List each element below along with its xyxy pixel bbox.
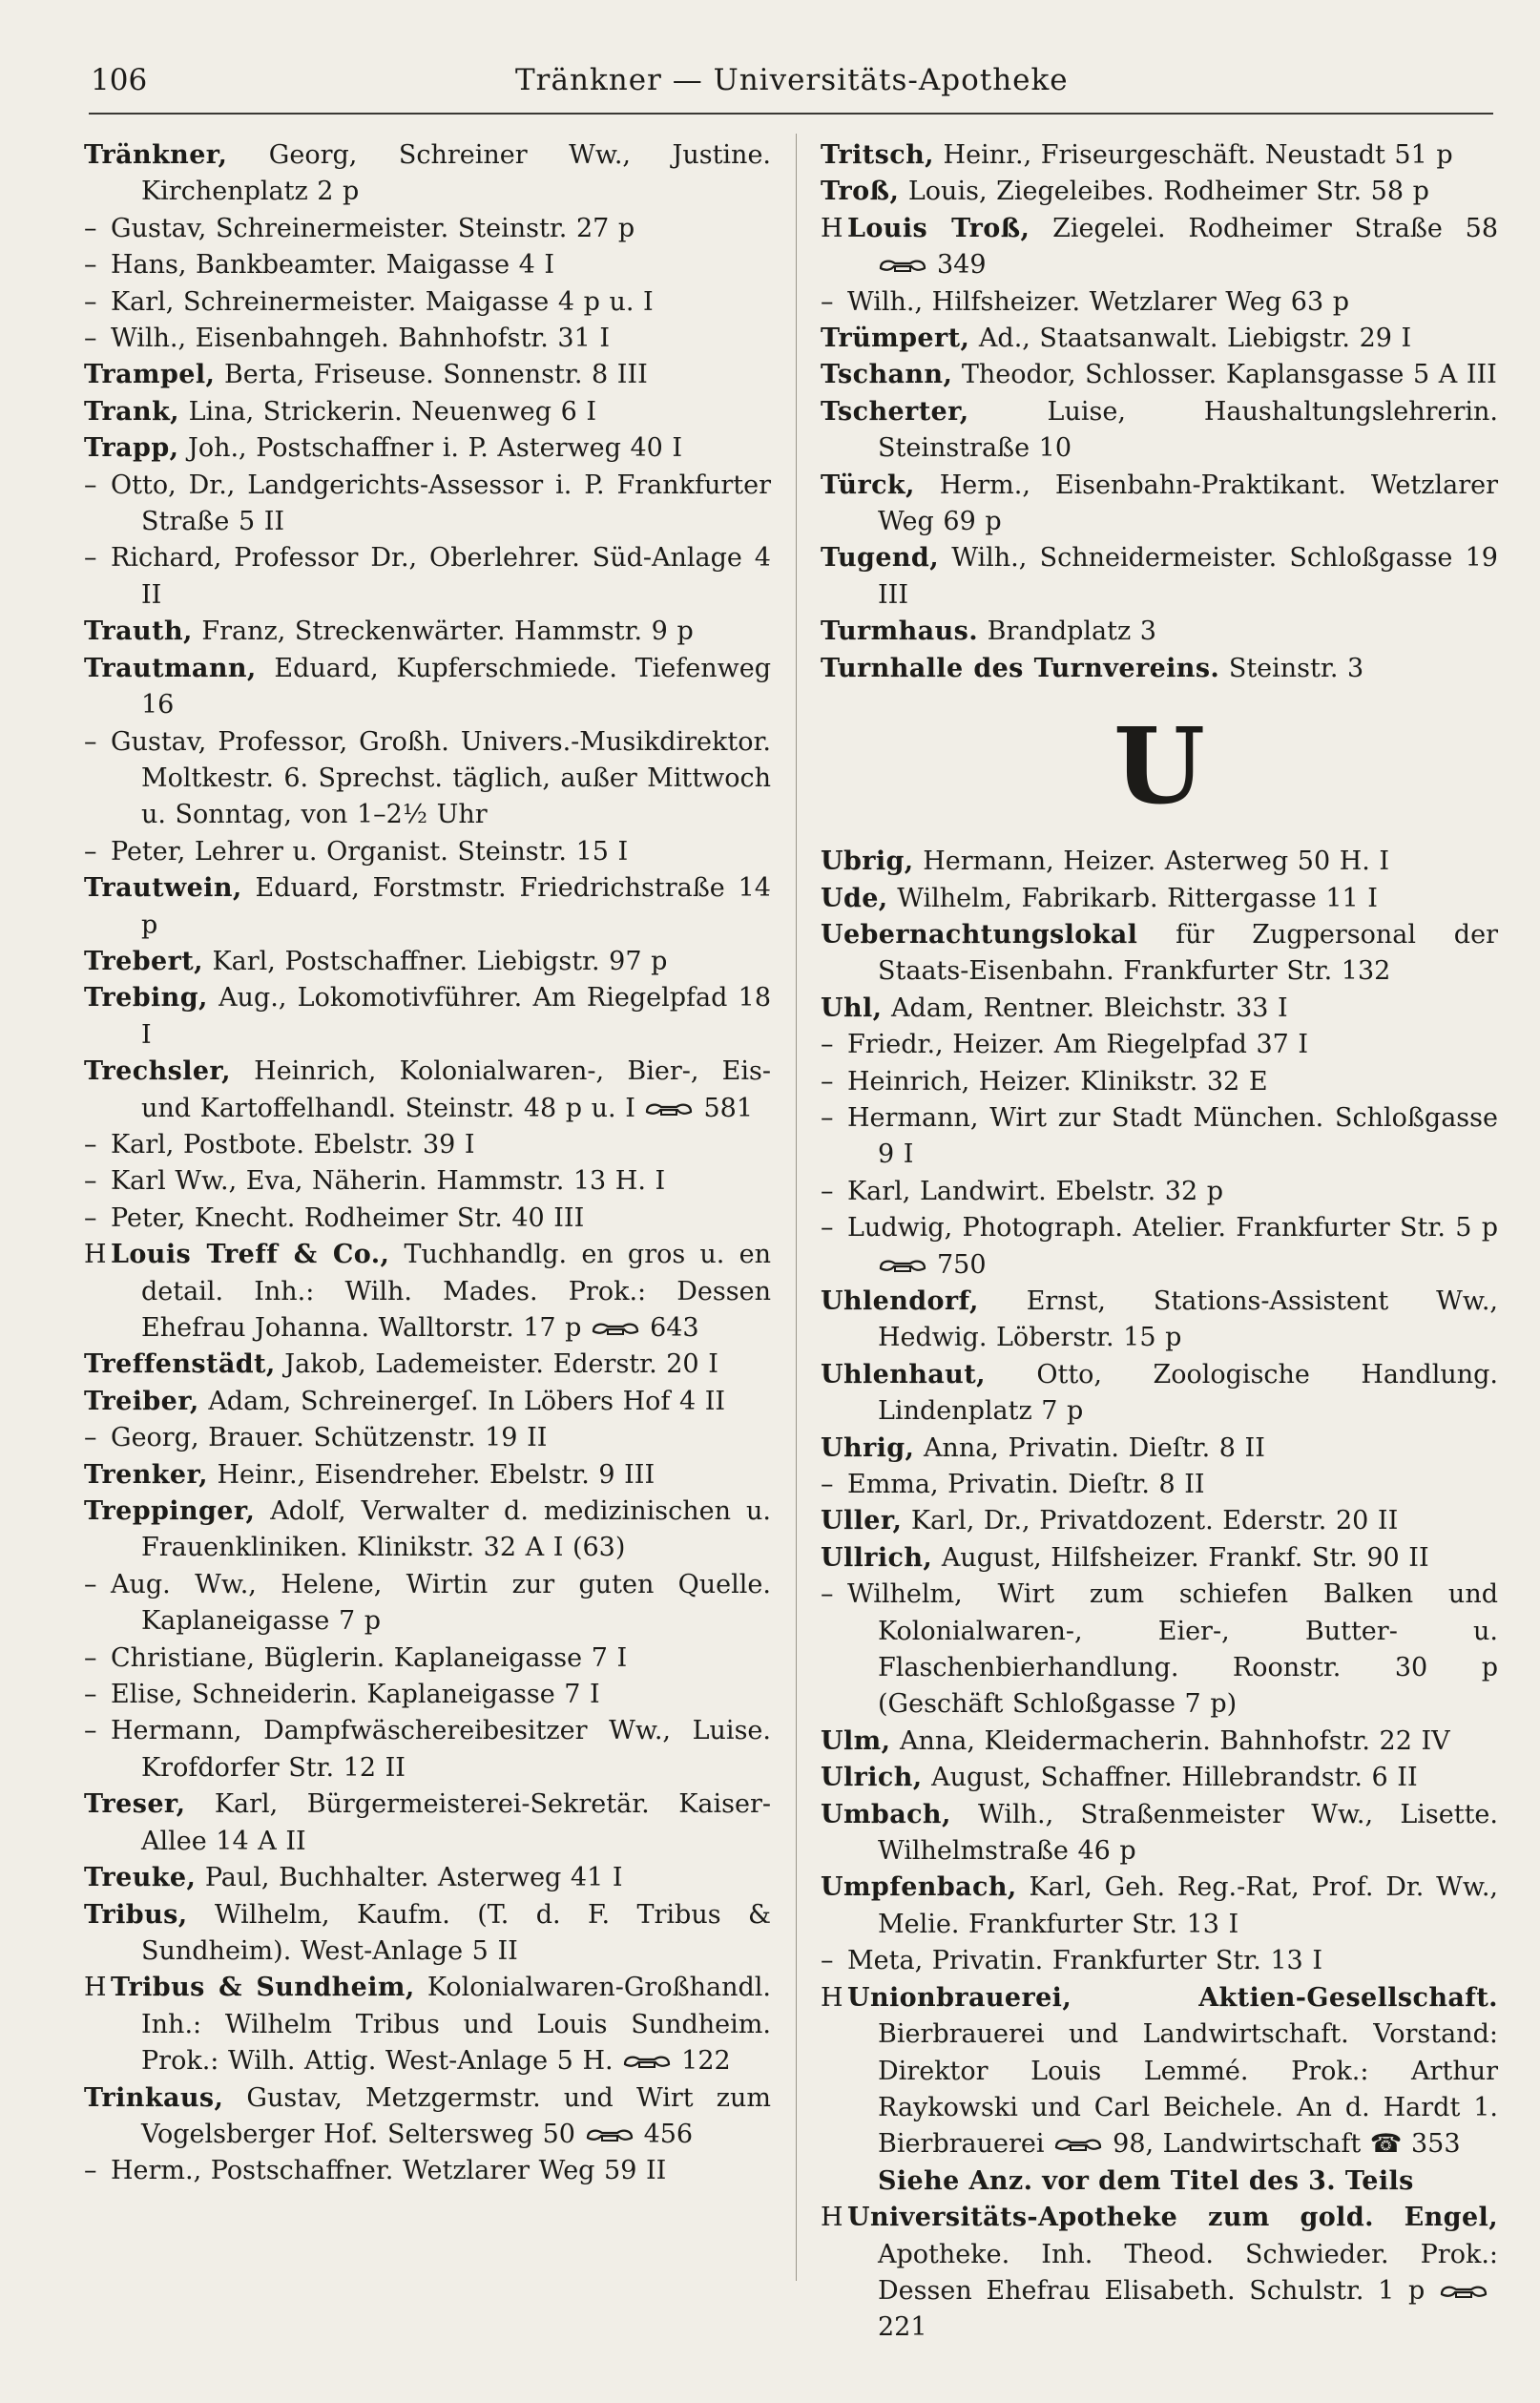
entry-details: Hans, Bankbeamter. Maigasse 4 I [111,250,555,281]
entry-name: Uhlenhaut, [821,1359,986,1390]
directory-entry [84,1347,771,1383]
directory-entry [84,137,771,211]
entry-details: Karl, Geh. Reg.-Rat, Prof. Dr. Ww., Melie. Frankfurter Str. 13 I [878,1872,1498,1939]
ditto-dash: – [84,250,97,281]
entry-details: Ludwig, Photograph. Atelier. Frankfurter Str. 5 p [847,1213,1498,1243]
directory-entry [84,870,771,944]
entry-details: Otto, Dr., Landgerichts-Assessor i. P. Frankfurter Straße 5 II [111,470,771,537]
phone-number: 221 [878,2312,927,2343]
entry-name: Uller, [821,1506,903,1536]
ditto-dash: – [84,324,97,354]
entry-details: Wilh., Schneidermeister. Schloßgasse 19 III [878,543,1498,610]
entry-name: Uhrig, [821,1432,915,1463]
ditto-dash: – [821,1470,834,1499]
entry-details: Ernst, Stations-Assistent Ww., Hedwig. Löberstr. 15 p [878,1285,1498,1353]
firm-register-mark: H [821,213,843,243]
directory-entry [84,247,771,283]
ditto-dash: – [84,470,97,500]
directory-entry [821,321,1498,357]
entry-details: Aug. Ww., Helene, Wirtin zur guten Quelle. Kaplaneigasse 7 p [111,1569,771,1637]
directory-entry [821,1540,1498,1577]
directory-entry [821,844,1498,880]
entry-details: Heinrich, Kolonialwaren-, Bier-, Eis- und Kartoffelhandl. Steinstr. 48 p u. I [141,1056,771,1123]
entry-name: Trenker, [84,1459,208,1490]
directory-entry [84,540,771,614]
directory-entry [84,1201,771,1237]
directory-entry [821,1870,1498,1943]
entry-name: Türck, [821,470,915,500]
ditto-dash: – [821,1213,834,1243]
entry-details: Karl, Dr., Privatdozent. Ederstr. 20 II [910,1506,1399,1536]
directory-entry [84,724,771,834]
entry-details: Eduard, Forstmstr. Friedrichstraße 14 p [141,873,771,940]
telephone-icon [585,2126,635,2143]
directory-entry [84,1677,771,1713]
directory-entry [84,1163,771,1200]
directory-entry [84,1567,771,1640]
entry-details: Karl, Schreinermeister. Maigasse 4 p u. I [111,286,654,317]
entry-details: Lina, Strickerin. Neuenweg 6 I [188,396,596,427]
directory-entry [84,1420,771,1456]
entry-details: Steinstr. 3 [1228,653,1364,683]
entry-details: Heinr., Eisendreher. Ebelstr. 9 III [217,1459,656,1490]
entry-details: Aug., Lokomotivführer. Am Riegelpfad 18 I [141,983,771,1050]
ditto-dash: – [821,1579,834,1610]
entry-name: Universitäts-Apotheke zum gold. Engel, [847,2203,1498,2233]
telephone-icon [878,1257,927,1274]
directory-entry [84,1640,771,1677]
directory-entry [84,1897,771,1971]
entry-details: August, Schaffner. Hillebrandstr. 6 II [931,1763,1418,1793]
ditto-dash: – [821,1066,834,1097]
right-column-u-entries [821,844,1498,2163]
entry-details: Wilh., Eisenbahngeh. Bahnhofstr. 31 I [111,324,610,354]
entry-details: Gustav, Schreinermeister. Steinstr. 27 p [111,213,635,243]
entry-name: Umpfenbach, [821,1872,1017,1903]
directory-entry [84,834,771,870]
ditto-dash: – [821,1030,834,1060]
entry-name: Treffenstädt, [84,1349,276,1380]
entry-details: Meta, Privatin. Frankfurter Str. 13 I [847,1946,1322,1976]
entry-details: Louis, Ziegeleibes. Rodheimer Str. 58 p [907,177,1429,207]
entry-name: Turnhalle des Turnvereins. [821,653,1220,683]
directory-entry [84,1054,771,1127]
entry-name: Trautmann, [84,653,257,683]
entry-name: Trebert, [84,946,203,976]
entry-name: Trinkaus, [84,2082,224,2113]
phone-number: 750 [937,1249,987,1280]
ditto-dash: – [84,1129,97,1160]
firm-register-mark: H [821,1982,843,2013]
telephone-icon [878,257,927,274]
ditto-dash: – [84,1680,97,1710]
directory-entry [84,321,771,357]
running-header-title: Tränkner — Universitäts-Apotheke [515,63,1069,97]
entry-details: Theodor, Schlosser. Kaplansgasse 5 A III [961,360,1497,390]
entry-details: Anna, Kleidermacherin. Bahnhofstr. 22 IV [899,1725,1450,1756]
firm-register-mark: H [821,2203,843,2233]
telephone-icon [1053,2136,1103,2153]
entry-name: Turmhaus. [821,616,978,647]
entry-name: Trümpert, [821,324,970,354]
entry-name: Treuke, [84,1863,197,1893]
entry-name: Trampel, [84,360,216,390]
ditto-dash: – [821,1102,834,1133]
directory-entry [84,211,771,247]
telephone-icon [1439,2283,1488,2300]
entry-details: Gustav, Metzgermstr. und Wirt zum Vogelsberger Hof. Seltersweg 50 [141,2082,771,2149]
entry-name: Trauth, [84,616,193,647]
header-rule [89,113,1493,115]
directory-entry [821,1797,1498,1870]
entry-name: Tribus & Sundheim, [111,1973,415,2003]
ditto-dash: – [84,1423,97,1453]
entry-name: Treiber, [84,1386,199,1416]
directory-entry [821,394,1498,468]
phone-number: 349 [937,250,987,281]
ditto-dash: – [84,286,97,317]
entry-details: Wilhelm, Wirt zum schiefen Balken und Kolonialwaren-, Eier-, Butter- u. Flaschenbierhandlung. Roonstr. 30 p (Geschäft Schloßgasse 7 p) [847,1579,1498,1720]
directory-entry [821,1980,1498,2163]
entry-name: Ullrich, [821,1542,933,1573]
ditto-dash: – [84,2156,97,2186]
entry-details: Hermann, Heizer. Asterweg 50 H. I [923,846,1390,877]
ditto-dash: – [821,1176,834,1206]
directory-entry [821,1431,1498,1467]
ditto-dash: – [821,1946,834,1976]
entry-name: Tscherter, [821,396,969,427]
phone-number: 581 [703,1093,754,1123]
ditto-dash: – [84,543,97,574]
section-letter: U [1113,704,1205,828]
reference-note: Siehe Anz. vor dem Titel des 3. Teils [878,2165,1414,2196]
firm-register-mark: H [84,1973,107,2003]
entry-details: Jakob, Lademeister. Ederstr. 20 I [284,1349,718,1380]
entry-name: Tränkner, [84,140,228,170]
right-column-t-entries [821,137,1498,687]
entry-name: Ulm, [821,1725,891,1756]
phone-number: 98, Landwirtschaft ☎ 353 [1113,2129,1461,2160]
entry-name: Ulrich, [821,1763,923,1793]
entry-name: Umbach, [821,1799,951,1829]
directory-entry [84,1713,771,1787]
entry-name: Trautwein, [84,873,242,904]
phone-number: 643 [650,1313,699,1343]
directory-entry [84,468,771,541]
entry-details: Karl Ww., Eva, Näherin. Hammstr. 13 H. I [111,1166,666,1197]
entry-name: Uebernachtungslokal [821,919,1138,950]
entry-details: Berta, Friseuse. Sonnenstr. 8 III [223,360,648,390]
entry-name: Uhlendorf, [821,1285,979,1316]
ditto-dash: – [84,836,97,867]
entry-details: Heinr., Friseurgeschäft. Neustadt 51 p [943,140,1453,170]
directory-entry [821,1724,1498,1760]
entry-details: Gustav, Professor, Großh. Univers.-Musikdirektor. Moltkestr. 6. Sprechst. täglich, außer Mittwoch u. Sonntag, von 1–2½ Uhr [111,726,771,830]
directory-entry [821,1100,1498,1174]
directory-entry [821,651,1498,687]
entry-name: Treppinger, [84,1496,256,1527]
directory-entry [821,1210,1498,1284]
entry-details: Apotheke. Inh. Theod. Schwieder. Prok.: Dessen Ehefrau Elisabeth. Schulstr. 1 p [878,2239,1498,2306]
entry-details: Eduard, Kupferschmiede. Tiefenweg 16 [141,653,771,721]
directory-entry [84,1494,771,1567]
page-number: 106 [91,63,148,97]
directory-entry [821,1760,1498,1796]
entry-details: Hermann, Wirt zur Stadt München. Schloßgasse 9 I [847,1102,1498,1170]
entry-name: Trank, [84,396,179,427]
column-divider [796,134,797,2281]
entry-details: Brandplatz 3 [987,616,1156,647]
entry-details: Herm., Postschaffner. Wetzlarer Weg 59 II [111,2156,667,2186]
entry-details: Richard, Professor Dr., Oberlehrer. Süd-Anlage 4 II [111,543,771,610]
directory-entry [821,1027,1498,1063]
ditto-dash: – [84,213,97,243]
ditto-dash: – [84,726,97,757]
firm-register-mark: H [84,1240,107,1270]
ditto-dash: – [84,1716,97,1746]
entry-name: Tugend, [821,543,940,574]
entry-details: Christiane, Büglerin. Kaplaneigasse 7 I [111,1642,628,1673]
ditto-dash: – [821,286,834,317]
entry-details: Wilh., Straßenmeister Ww., Lisette. Wilhelmstraße 46 p [878,1799,1498,1867]
directory-entry [84,1787,771,1860]
directory-entry [84,394,771,430]
directory-entry [821,540,1498,614]
entry-details: Anna, Privatin. Dieſtr. 8 II [923,1432,1265,1463]
ditto-dash: – [84,1642,97,1673]
telephone-icon [622,2053,672,2070]
entry-details: Joh., Postschaffner i. P. Asterweg 40 I [188,433,683,464]
directory-entry [821,357,1498,393]
directory-entry [821,1503,1498,1539]
entry-details: Wilhelm, Fabrikarb. Rittergasse 11 I [897,883,1378,913]
entry-details: Adam, Schreinergeſ. In Löbers Hof 4 II [208,1386,726,1416]
entry-details: für Zugpersonal der Staats-Eisenbahn. Frankfurter Str. 132 [878,919,1498,987]
ditto-dash: – [84,1166,97,1197]
entry-details: Emma, Privatin. Dieſtr. 8 II [847,1470,1205,1499]
entry-name: Louis Troß, [847,213,1030,243]
entry-name: Uhl, [821,993,883,1023]
entry-details: Georg, Brauer. Schützenstr. 19 II [111,1423,548,1453]
directory-entry [821,881,1498,917]
left-column [84,137,771,2190]
ditto-dash: – [84,1202,97,1233]
directory-entry [84,357,771,393]
directory-entry [84,1127,771,1163]
entry-details: Tuchhandlg. en gros u. en detail. Inh.: Wilh. Mades. Prok.: Dessen Ehefrau Johanna. Walltorstr. 17 p [141,1240,771,1343]
directory-entry [821,1174,1498,1210]
entry-details: Franz, Streckenwärter. Hammstr. 9 p [201,616,694,647]
entry-name: Trebing, [84,983,208,1013]
entry-name: Trechsler, [84,1056,231,1087]
directory-entry [821,1577,1498,1724]
entry-details: Friedr., Heizer. Am Riegelpfad 37 I [847,1030,1309,1060]
directory-entry [84,1860,771,1896]
entry-name: Tribus, [84,1899,188,1930]
entry-details: Luise, Haushaltungslehrerin. Steinstraße 10 [878,396,1498,464]
directory-entry [84,1970,771,2079]
telephone-icon [644,1100,694,1118]
directory-entry [84,284,771,321]
directory-entry [821,468,1498,541]
entry-name: Treser, [84,1789,186,1820]
entry-details: Herm., Eisenbahn-Praktikant. Wetzlarer Weg 69 p [878,470,1498,537]
directory-entry [84,430,771,467]
directory-entry [821,1284,1498,1357]
phone-number: 122 [681,2046,731,2077]
entry-details: Peter, Knecht. Rodheimer Str. 40 III [111,1202,585,1233]
entry-name: Tritsch, [821,140,934,170]
entry-name: Trapp, [84,433,179,464]
entry-details: Elise, Schneiderin. Kaplaneigasse 7 I [111,1680,600,1710]
directory-entry [84,944,771,980]
entry-details: Karl, Bürgermeisterei-Sekretär. Kaiser-Allee 14 A II [141,1789,771,1856]
directory-entry [821,917,1498,991]
entry-details: Adolf, Verwalter d. medizinischen u. Frauenkliniken. Klinikstr. 32 A I (63) [141,1496,771,1563]
directory-entry [821,1357,1498,1431]
entry-name: Ude, [821,883,888,913]
entry-details: Peter, Lehrer u. Organist. Steinstr. 15 I [111,836,629,867]
entry-details: Otto, Zoologische Handlung. Lindenplatz 7 p [878,1359,1498,1427]
entry-details: Paul, Buchhalter. Asterweg 41 I [204,1863,623,1893]
right-column [821,137,1498,2347]
directory-entry [84,1237,771,1347]
entry-details: August, Hilfsheizer. Frankf. Str. 90 II [941,1542,1429,1573]
directory-entry [821,284,1498,321]
telephone-icon [591,1320,640,1337]
directory-entry [84,1457,771,1494]
directory-entry [821,614,1498,650]
directory-entry [821,1064,1498,1100]
directory-entry [821,211,1498,284]
entry-details: Ad., Staatsanwalt. Liebigstr. 29 I [978,324,1412,354]
directory-entry [821,1467,1498,1503]
entry-details: Ziegelei. Rodheimer Straße 58 [1052,213,1499,243]
directory-entry [84,2080,771,2154]
entry-name: Ubrig, [821,846,914,877]
entry-name: Unionbrauerei, Aktien-Gesellschaft. [847,1982,1498,2013]
last-entry [821,2200,1498,2347]
entry-name: Troß, [821,177,900,207]
directory-entry [84,980,771,1054]
ditto-dash: – [84,1569,97,1599]
directory-entry [821,174,1498,210]
entry-details: Georg, Schreiner Ww., Justine. Kirchenplatz 2 p [141,140,771,207]
entry-details: Bierbrauerei und Landwirtschaft. Vorstand: Direktor Louis Lemmé. Prok.: Arthur Raykowski und Carl Beichele. An d. Hardt 1. Bierbrauerei [878,2019,1498,2160]
entry-name: Louis Treff & Co., [111,1240,390,1270]
entry-details: Karl, Postschaffner. Liebigstr. 97 p [212,946,668,976]
directory-entry [84,1384,771,1420]
entry-details: Wilh., Hilfsheizer. Wetzlarer Weg 63 p [847,286,1349,317]
entry-details: Wilhelm, Kaufm. (T. d. F. Tribus & Sundheim). West-Anlage 5 II [141,1899,771,1966]
directory-entry [84,2153,771,2189]
directory-entry [84,651,771,724]
entry-details: Hermann, Dampfwäschereibesitzer Ww., Luise. Krofdorfer Str. 12 II [111,1716,771,1783]
entry-details: Karl, Postbote. Ebelstr. 39 I [111,1129,475,1160]
directory-entry [821,137,1498,174]
entry-details: Heinrich, Heizer. Klinikstr. 32 E [847,1066,1268,1097]
entry-details: Kolonialwaren-Großhandl. Inh.: Wilhelm Tribus und Louis Sundheim. Prok.: Wilh. Attig. West-Anlage 5 H. [141,1973,771,2077]
phone-number: 456 [643,2119,694,2149]
directory-entry [821,991,1498,1027]
directory-entry [821,2200,1498,2347]
directory-entry [84,614,771,650]
entry-details: Adam, Rentner. Bleichstr. 33 I [891,993,1288,1023]
entry-details: Karl, Landwirt. Ebelstr. 32 p [847,1176,1223,1206]
directory-entry [821,1943,1498,1979]
entry-name: Tschann, [821,360,953,390]
